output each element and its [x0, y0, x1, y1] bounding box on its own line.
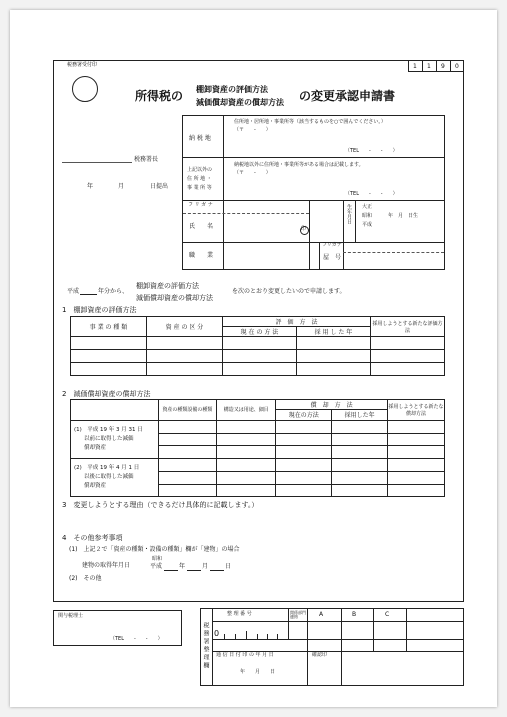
- s1-header-business: 事 業 の 種 類: [71, 317, 147, 337]
- furigana-label: フ リ ガ ナ: [188, 202, 213, 208]
- s2-header-method: 償 却 方 法: [276, 400, 388, 410]
- postal-code-1: （〒 - ）: [234, 127, 271, 133]
- name-label: 氏 名: [189, 223, 214, 230]
- tel-1: （TEL - - ）: [345, 148, 398, 154]
- s2-header-new-method: 採用しようとする新たな償却方法: [388, 400, 445, 421]
- birth-ymd: 年 月 日生: [388, 213, 419, 219]
- seal-mark: 印: [301, 226, 307, 232]
- occupation-label: 職 業: [189, 252, 214, 259]
- number-zero: 0: [214, 629, 220, 638]
- nozeichi-label: 納 税 地: [189, 135, 211, 142]
- furigana-label-2: フリガナ: [322, 242, 342, 248]
- era-taisho: 大正: [362, 204, 373, 210]
- s2-header-asset-type: 資産の種類設備の種類: [158, 400, 217, 421]
- s2-header-structure: 構造又は用途、細目: [217, 400, 276, 421]
- date-month: 月: [118, 183, 125, 190]
- title-prefix: 所得税の: [135, 89, 184, 103]
- date-year: 年: [87, 183, 94, 190]
- nozeichi-note: 住所地・居所地・事業所等（該当するものを○で囲んでください。）: [234, 119, 386, 125]
- applicant-block: [182, 115, 445, 270]
- title-method-2: 減価償却資産の償却方法: [196, 98, 284, 107]
- building-date-label: 建物の取得年月日: [82, 562, 131, 569]
- form-number-digit: 1: [427, 63, 431, 70]
- s1-header-new-method: 採用しようとする新たな評価方法: [370, 317, 444, 337]
- section2-title: 2 減価償却資産の償却方法: [62, 390, 151, 398]
- s1-sub-current: 現 在 の 方 法: [222, 327, 296, 337]
- office-side-label: 税務署整理欄: [202, 622, 209, 670]
- tax-accountant-box: [53, 610, 182, 646]
- building-era: 平成: [150, 563, 163, 570]
- section4-item2: (2) その他: [69, 575, 102, 582]
- postal-code-2: （〒 - ）: [234, 170, 271, 176]
- col-b-label: B: [352, 611, 357, 618]
- era-showa: 昭和: [362, 213, 373, 219]
- s1-header-asset: 資 産 の 区 分: [146, 317, 222, 337]
- s2-row1-label: (1) 平成 19 年 3 月 31 日 以前に取得した減価 償却資産: [71, 420, 159, 458]
- intro-rest: を次のとおり変更したいので申請します。: [232, 288, 346, 295]
- other-address-note: 納税地以外に住所地・事業所等がある場合は記載します。: [234, 162, 364, 168]
- tsushin-label: 通 信 日 付 印 の 年 月 日: [216, 652, 274, 658]
- tax-accountant-tel: （TEL - - ）: [110, 636, 163, 642]
- tax-accountant-label: 関与税理士: [58, 613, 84, 619]
- era-heisei: 平成: [362, 222, 373, 228]
- section2-table: [70, 399, 445, 497]
- s2-sub-year: 採用した年: [332, 410, 388, 420]
- section4-item1: (1) 上記２で「資産の種類・設備の種類」欄が「建物」の場合: [69, 546, 240, 553]
- building-era-small: 昭和: [152, 556, 163, 562]
- tel-2: （TEL - - ）: [345, 191, 398, 197]
- col-c-label: C: [385, 611, 390, 618]
- building-year: 年: [179, 563, 186, 570]
- section3-title: 3 変更しようとする理由（できるだけ具体的に記載します。）: [62, 501, 259, 509]
- form-number-digit: 9: [441, 63, 445, 70]
- other-address-label-2: 住 所 地 ・: [187, 176, 212, 182]
- s2-row2-label: (2) 平成 19 年 4 月 1 日 以後に取得した減価 償却資産: [71, 458, 159, 496]
- intro-heisei: 平成: [67, 288, 80, 295]
- nengappi-label: 年 月 日: [240, 669, 276, 675]
- office-stamp-label: 税務署受付印: [67, 62, 98, 68]
- intro-method-1: 棚卸資産の評価方法: [136, 282, 199, 290]
- date-day: 日提出: [150, 183, 169, 190]
- seiri-bango-label: 整 理 番 号: [227, 611, 252, 617]
- col-a-label: A: [319, 611, 324, 618]
- s1-header-method: 評 価 方 法: [222, 317, 370, 327]
- building-day: 日: [225, 563, 232, 570]
- tax-office-label: 税務署長: [134, 156, 159, 163]
- form-number-digit: 1: [413, 63, 417, 70]
- section4-title: 4 その他参考事項: [62, 534, 123, 542]
- form-number-digit: 0: [455, 63, 459, 70]
- s1-sub-year: 採 用 し た 年: [296, 327, 370, 337]
- kakunin-label: 確認印: [312, 652, 328, 658]
- other-address-label-1: 上記以外の: [187, 167, 213, 173]
- title-method-1: 棚卸資産の評価方法: [196, 85, 268, 94]
- s2-sub-current: 現在の方法: [276, 410, 332, 420]
- kankei-bumon-label: 関係部門連絡: [290, 610, 306, 620]
- section1-title: 1 棚卸資産の評価方法: [62, 306, 137, 314]
- intro-year-suffix: 年分から、: [98, 288, 129, 295]
- building-month: 月: [202, 563, 209, 570]
- other-address-label-3: 事 業 所 等: [187, 185, 212, 191]
- title-suffix: の変更承認申請書: [299, 89, 396, 103]
- section1-table: [70, 316, 445, 376]
- shop-name-label: 屋 号: [323, 254, 342, 261]
- birth-label: 生年月日: [346, 204, 352, 224]
- intro-method-2: 減価償却資産の償却方法: [136, 294, 213, 302]
